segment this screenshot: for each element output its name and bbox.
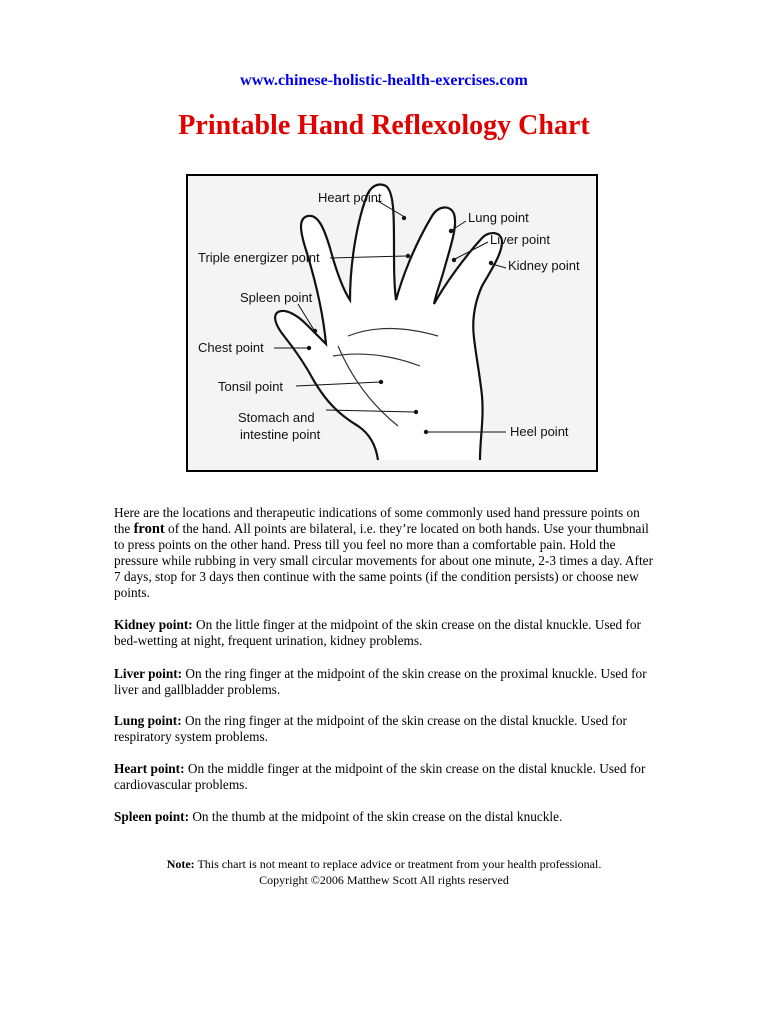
label-stomach-point-2: intestine point (240, 427, 321, 442)
label-kidney-point: Kidney point (508, 258, 580, 273)
lung-point-description (114, 713, 654, 745)
label-stomach-point-1: Stomach and (238, 410, 315, 425)
intro-paragraph (114, 505, 654, 601)
heart-point-name: Heart point: (114, 761, 185, 776)
page-title: Printable Hand Reflexology Chart (178, 110, 590, 141)
spleen-point-name: Spleen point: (114, 809, 189, 824)
label-chest-point: Chest point (198, 340, 264, 355)
label-lung-point: Lung point (468, 210, 529, 225)
lung-point-name: Lung point: (114, 713, 182, 728)
intro-emphasis-front: front (133, 521, 165, 537)
hand-illustration (188, 176, 596, 470)
intro-text-after: of the hand. All points are bilateral, i.e. they’re located on both hands. Use your thumbnail to press points on the other hand. Press till you feel no more than a comfortable pain. Hold the pressure while rubbing in very small circular movements for about one minute, 2-3 times a day. After 7 days, stop for 3 days then continue with the same points (if the condition persists) or choose new points. (114, 521, 653, 600)
hand-diagram (186, 174, 598, 472)
note-label: Note: (166, 857, 195, 871)
liver-point-description (114, 666, 654, 698)
label-spleen-point: Spleen point (240, 290, 313, 305)
website-url[interactable]: www.chinese-holistic-health-exercises.com (240, 72, 528, 89)
spleen-point-description (114, 809, 654, 825)
footer-note (0, 856, 768, 888)
liver-point-text: On the ring finger at the midpoint of the skin crease on the proximal knuckle. Used for liver and gallbladder problems. (114, 666, 647, 697)
spleen-point-text: On the thumb at the midpoint of the skin crease on the distal knuckle. (189, 809, 563, 824)
heart-point-dot (402, 216, 406, 220)
intro-text-before: Here are the locations and therapeutic indications of some commonly used hand pressure points on the (114, 505, 640, 536)
kidney-point-description (114, 617, 654, 649)
kidney-point-name: Kidney point: (114, 617, 193, 632)
liver-point-name: Liver point: (114, 666, 183, 681)
heart-point-description (114, 761, 654, 793)
note-text: This chart is not meant to replace advice or treatment from your health professional. (194, 857, 602, 871)
kidney-point-text: On the little finger at the midpoint of the skin crease on the distal knuckle. Used for bed-wetting at night, frequent urination, kidney problems. (114, 617, 641, 648)
label-triple-energizer-point: Triple energizer point (198, 250, 320, 265)
label-liver-point: Liver point (490, 232, 550, 247)
lung-point-text: On the ring finger at the midpoint of the skin crease on the distal knuckle. Used for respiratory system problems. (114, 713, 627, 744)
label-tonsil-point: Tonsil point (218, 379, 284, 394)
label-heel-point: Heel point (510, 424, 569, 439)
label-heart-point: Heart point (318, 190, 382, 205)
heart-point-text: On the middle finger at the midpoint of the skin crease on the distal knuckle. Used for cardiovascular problems. (114, 761, 646, 792)
copyright-text: Copyright ©2006 Matthew Scott All rights reserved (259, 873, 509, 887)
